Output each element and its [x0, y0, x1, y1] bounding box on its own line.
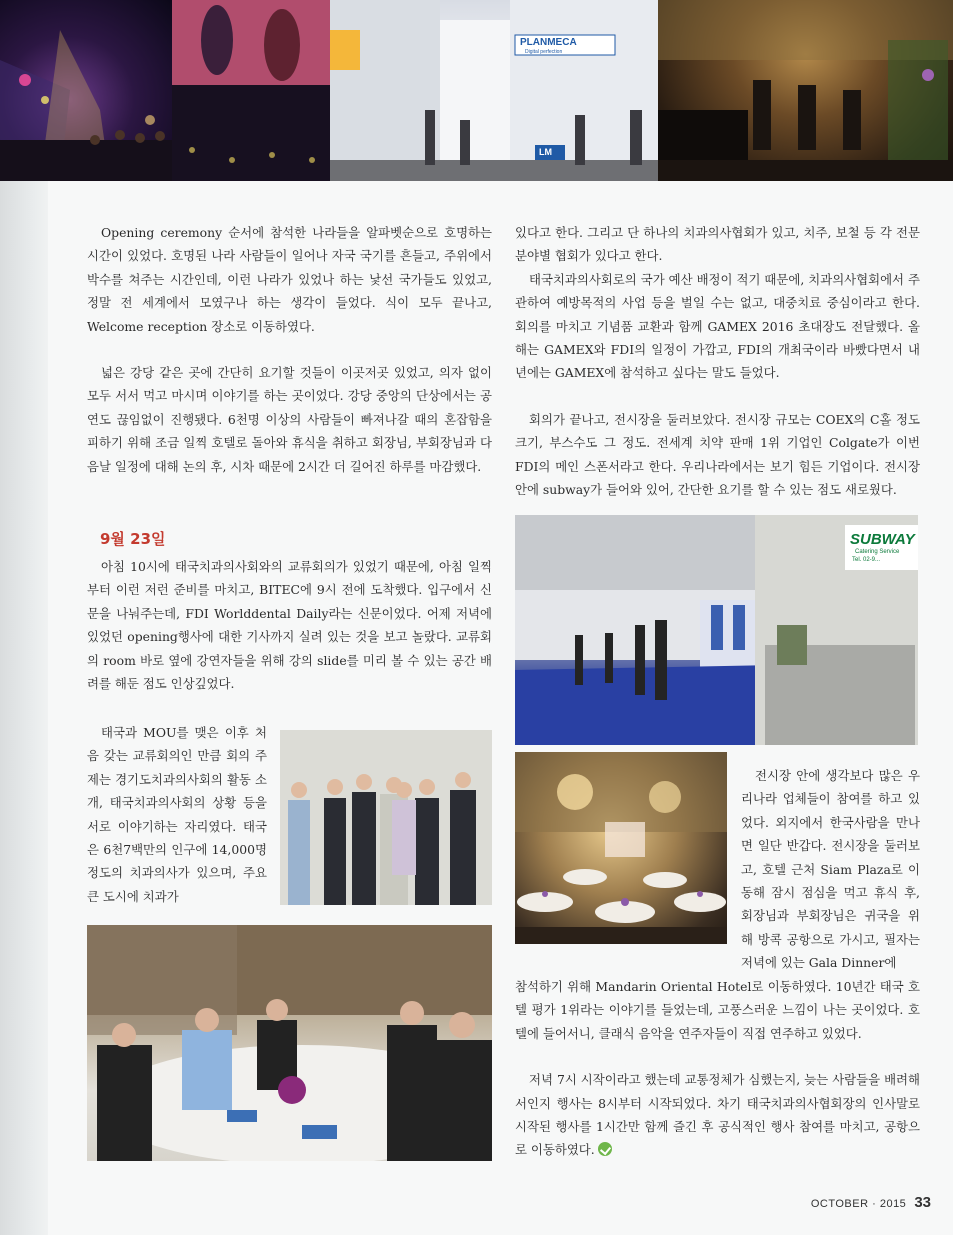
paragraph: 넓은 강당 같은 곳에 간단히 요기할 것들이 이곳저곳 있었고, 의자 없이 모두 서서 먹고 마시며 이야기를 하는 곳이었다. 강당 중앙의 단상에서는 공연도 끊임없이 진행됐다. 6천명 이상의 사람들이 빠져나갈 때의 혼잡함을 피하기 위해 조금 일찍 호텔로 돌아와 휴식을 취하고 회장님, 부회장님과 다음날 일정에 대해 논의 후, 시차 때문에 2시간 더 길어진 하루를 마감했다.: [87, 365, 492, 474]
left-column-middle: [87, 555, 492, 695]
article-end-icon: [598, 1142, 612, 1156]
mou-group-photo: [280, 730, 492, 905]
final-paragraph-text: 저녁 7시 시작이라고 했는데 교통정체가 심했는지, 늦는 사람들을 배려해서인지 행사는 8시부터 시작되었다. 차기 태국치과의사협회장의 인사말로 시작된 행사를 1시간만 함께 즐긴 후 공식적인 행사 참여를 마치고, 공항으로 이동하였다.: [515, 1072, 920, 1158]
paragraph: Opening ceremony 순서에 참석한 나라들을 알파벳순으로 호명하는 시간이 있었다. 호명된 나라 사람들이 일어나 자국 국기를 흔들고, 주위에서 박수를 쳐주는 시간인데, 이런 나라가 있었나 하는 낯선 국가들도 있었고, 정말 전 세계에서 모였구나 하는 생각이 들었다. 식이 모두 끝나고, Welcome reception 장소로 이동하였다.: [87, 225, 492, 334]
right-column-lower: [515, 975, 920, 1162]
issue-date: OCTOBER · 2015: [810, 1198, 907, 1210]
right-column-wrapped-text: [741, 764, 920, 975]
paragraph: 있다고 한다. 그리고 단 하나의 치과의사협회가 있고, 치주, 보철 등 각 전문 분야별 협회가 있다고 한다.: [515, 225, 920, 264]
page-number: 33: [914, 1194, 931, 1211]
opening-ceremony-stage-photo: [0, 0, 172, 181]
left-column-upper: [87, 221, 492, 478]
paragraph: 전시장 안에 생각보다 많은 우리나라 업체들이 참여를 하고 있었다. 외지에서 한국사람을 만나면 일단 반갑다. 전시장을 둘러보고, 호텔 근처 Siam Plaza로 이동해 잠시 점심을 먹고 휴식 후, 회장님과 부회장님은 귀국을 위해 방콕 공항으로 가시고, 필자는 저녁에 있는 Gala Dinner에: [741, 768, 920, 971]
page-footer: [811, 1194, 931, 1211]
subway-tel-label: Tel. 02-9...: [852, 557, 881, 563]
hotel-string-quartet-photo: [658, 0, 953, 181]
booth-tagline-label: Digital perfection: [525, 49, 563, 55]
booth-lm-label: LM: [539, 147, 552, 157]
meeting-table-photo: [87, 925, 492, 1161]
paragraph: 태국치과의사회로의 국가 예산 배정이 적기 때문에, 치과의사협회에서 주관하여 예방목적의 사업 등을 벌일 수는 없고, 대중치료 중심이라고 한다. 회의를 마치고 기념품 교환과 함께 GAMEX 2016 초대장도 전달했다. 올해는 GAMEX와 FDI의 일정이 가깝고, FDI의 개최국이라 바빴다면서 내년에는 GAMEX에 참석하고 싶다는 말도 들었다.: [515, 271, 920, 381]
paragraph: 태국과 MOU를 맺은 이후 처음 갖는 교류회의인 만큼 회의 주제는 경기도치과의사회의 활동 소개, 태국치과의사회의 상황 등을 서로 이야기하는 자리였다. 태국은 6천7백만의 인구에 14,000명 정도의 치과의사가 있으며, 주요 큰 도시에 치과가: [87, 725, 267, 904]
paragraph: 회의가 끝나고, 전시장을 둘러보았다. 전시장 규모는 COEX의 C홀 정도 크기, 부스수도 그 정도. 전세계 치약 판매 1위 기업인 Colgate가 이번 FDI의 메인 스폰서라고 한다. 우리나라에서는 보기 힘든 기업이다. 전시장 안에 subway가 들어와 있어, 간단한 요기를 할 수 있는 점도 새로웠다.: [515, 411, 920, 498]
paragraph: [515, 1068, 920, 1162]
right-column-upper: [515, 221, 920, 501]
booth-brand-label: PLANMECA: [520, 37, 577, 48]
exhibition-hall-subway-photo: [515, 515, 918, 745]
paragraph: 아침 10시에 태국치과의사회와의 교류회의가 있었기 때문에, 아침 일찍부터 이런 저런 준비를 마치고, BITEC에 9시 전에 도착했다. 입구에서 신문을 나눠주는데, FDI Worlddental Daily라는 신문이었다. 어제 저녁에 있었던 opening행사에 대한 기사까지 실려 있는 것을 보고 놀랐다. 교류회의 room 바로 옆에 강연자들을 위해 강의 slide를 미리 볼 수 있는 공간 배려를 해둔 점도 인상깊었다.: [87, 559, 492, 692]
left-column-wrapped-text: [87, 721, 267, 908]
paragraph: 참석하기 위해 Mandarin Oriental Hotel로 이동하였다. 10년간 태국 호텔 평가 1위라는 이야기를 들었는데, 고풍스러운 느낌이 나는 곳이었다. 호텔에 들어서니, 클래식 음악을 연주자들이 직접 연주하고 있었다.: [515, 979, 920, 1041]
top-photo-strip: [0, 0, 953, 181]
exhibition-booth-photo: [330, 0, 658, 181]
thai-dancers-screen-photo: [172, 0, 330, 181]
subway-sign: SUBWAY: [850, 531, 915, 548]
subway-sub-label: Catering Service: [855, 549, 900, 555]
gala-dinner-ballroom-photo: [515, 752, 727, 944]
page-gutter: [0, 181, 48, 1235]
section-date-heading: 9월 23일: [100, 530, 166, 548]
